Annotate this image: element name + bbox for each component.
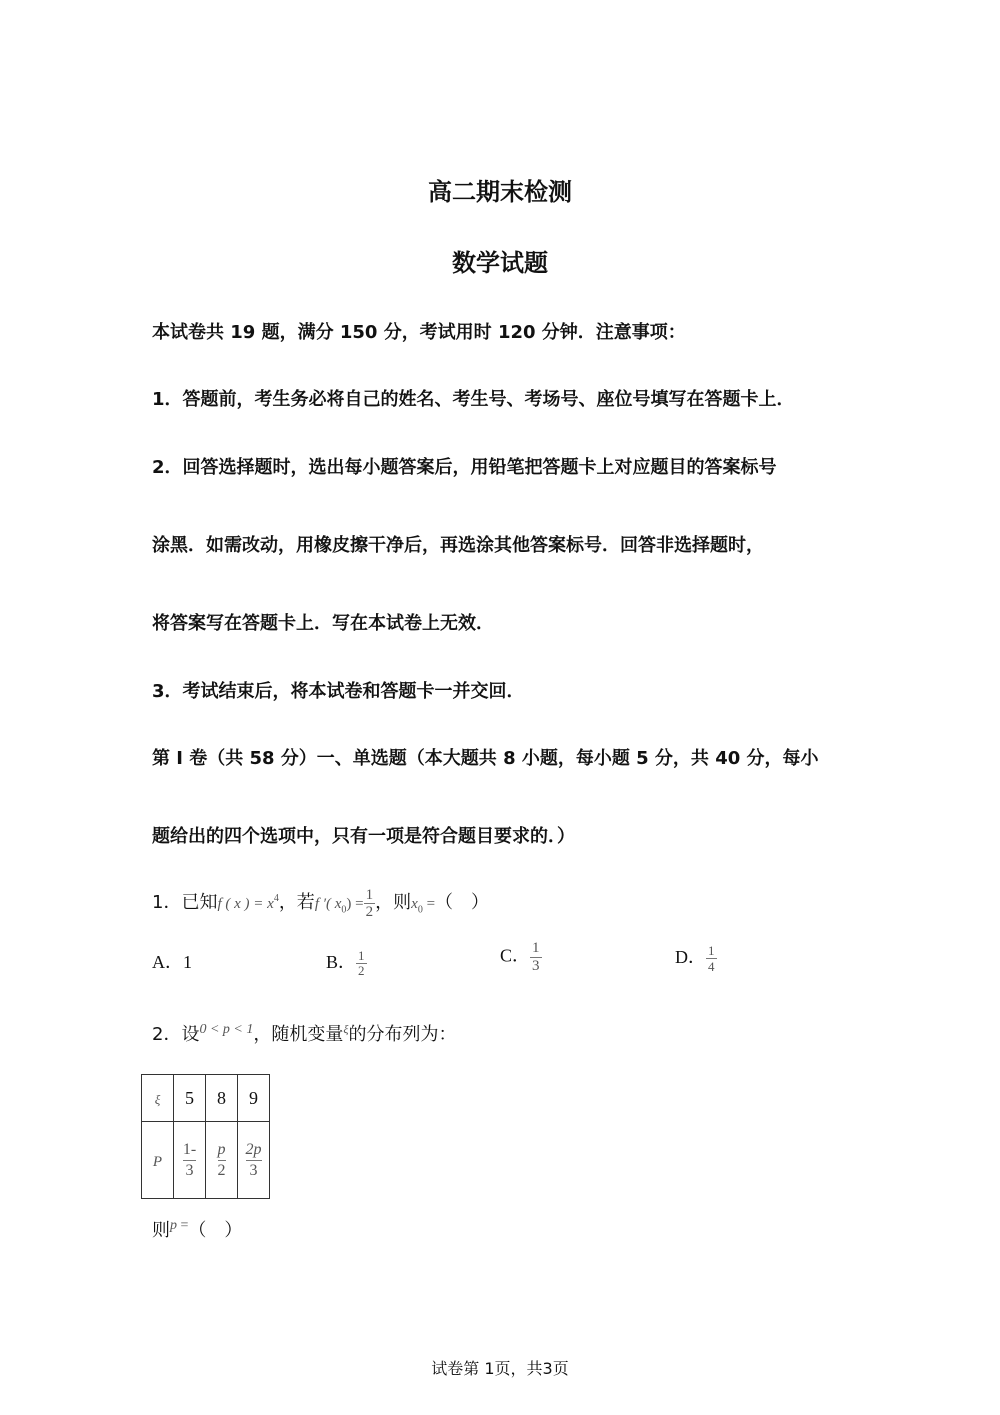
q1-equals: = [422,896,436,912]
q1-option-c-fraction [530,940,542,975]
table-fraction-2-num: p [218,1140,226,1161]
q1-derivative: f ′( x [314,896,342,912]
instruction-item-3: 3．考试结束后，将本试卷和答题卡一并交回． [152,681,525,702]
table-cell [238,1122,270,1199]
table-cell [206,1122,238,1199]
question-1 [152,880,489,930]
question-1-prefix: 1．已知 [152,892,218,913]
table-fraction-1 [183,1140,196,1181]
q1-option-a-label: A． [152,952,183,972]
q1-option-d-den: 4 [708,959,715,975]
q2-mid: ，随机变量 [253,1024,344,1045]
instruction-item-2-line-1: 2．回答选择题时，选出每小题答案后，用铅笔把答题卡上对应题目的答案标号 [152,457,777,478]
q1-option-c[interactable] [500,940,542,975]
q1-power: 4 [273,893,279,904]
q1-option-b[interactable] [326,948,367,978]
q1-option-b-den: 2 [358,963,365,979]
q1-variable-sub: 0 [417,904,423,916]
q1-option-b-label: B． [326,952,357,972]
table-cell: 9 [238,1075,270,1122]
table-row [142,1075,270,1122]
q2-xi: ξ [343,1022,349,1036]
question-2 [152,1020,457,1046]
instruction-item-2-line-3: 将答案写在答题卡上．写在本试卷上无效． [152,613,494,634]
distribution-table [141,1074,270,1199]
q1-mid: ，若 [278,892,315,913]
instruction-item-1: 1．答题前，考生务必将自己的姓名、考生号、考场号、座位号填写在答题卡上． [152,389,795,410]
table-fraction-2-den: 2 [217,1161,226,1179]
table-cell: 5 [174,1075,206,1122]
table-fraction-2 [218,1140,226,1181]
q2-blank: （ ） [188,1220,243,1240]
table-fraction-1-num: 1- [183,1140,196,1161]
section-heading-line-1: 第 I 卷（共 58 分）一、单选题（本大题共 8 小题，每小题 5 分，共 40 分，每小 [152,748,819,769]
q1-option-d[interactable] [675,943,717,974]
q1-option-d-label: D． [675,947,706,967]
table-cell: 8 [206,1075,238,1122]
instructions-intro: 本试卷共 19 题，满分 150 分，考试用时 120 分钟．注意事项： [152,322,686,343]
table-row [142,1122,270,1199]
q1-blank: （ ） [435,892,490,912]
page-title: 高二期末检测 [428,178,572,206]
table-xi-label: ξ [154,1091,161,1107]
q1-fraction-num: 1 [365,886,374,903]
q1-option-b-fraction [356,949,367,978]
q1-option-a-value: 1 [183,952,192,972]
q2-variable: p [170,1218,177,1233]
instruction-item-2-line-2: 涂黑．如需改动，用橡皮擦干净后，再选涂其他答案标号．回答非选择题时， [152,535,764,556]
q1-function: f ( x ) = x [217,896,274,912]
table-fraction-3-num: 2p [246,1140,262,1161]
page-subtitle: 数学试题 [452,249,548,277]
q2-condition: 0 < p < 1 [199,1022,254,1037]
q1-derivative-sub: 0 [341,904,347,916]
q2-equals: = [177,1218,189,1233]
q2-then: 则 [152,1220,170,1241]
table-cell-p [142,1122,174,1199]
table-fraction-3-den: 3 [249,1161,258,1179]
question-2-ask [152,1216,242,1242]
section-heading-line-2: 题给出的四个选项中，只有一项是符合题目要求的．） [152,826,575,847]
q1-derivative-right: ) = [346,896,364,912]
q1-then: ，则 [375,892,412,913]
q2-suffix: 的分布列为： [348,1024,457,1045]
table-fraction-3 [246,1140,262,1181]
q1-variable: x [411,896,418,912]
q1-option-a[interactable] [152,948,192,974]
q1-option-c-num: 1 [532,940,540,956]
q1-option-d-num: 1 [708,943,715,959]
q1-fraction [364,887,376,920]
q1-option-c-den: 3 [532,958,540,974]
table-cell-xi [142,1075,174,1122]
table-cell [174,1122,206,1199]
q1-option-c-label: C． [500,945,531,966]
q1-option-b-num: 1 [358,948,365,964]
table-fraction-1-den: 3 [185,1161,194,1179]
table-p-label: P [152,1153,163,1170]
q1-fraction-den: 2 [365,903,374,920]
page-footer: 试卷第 1页，共3页 [431,1359,569,1378]
question-2-prefix: 2．设 [152,1024,200,1045]
q1-option-d-fraction [706,943,717,974]
